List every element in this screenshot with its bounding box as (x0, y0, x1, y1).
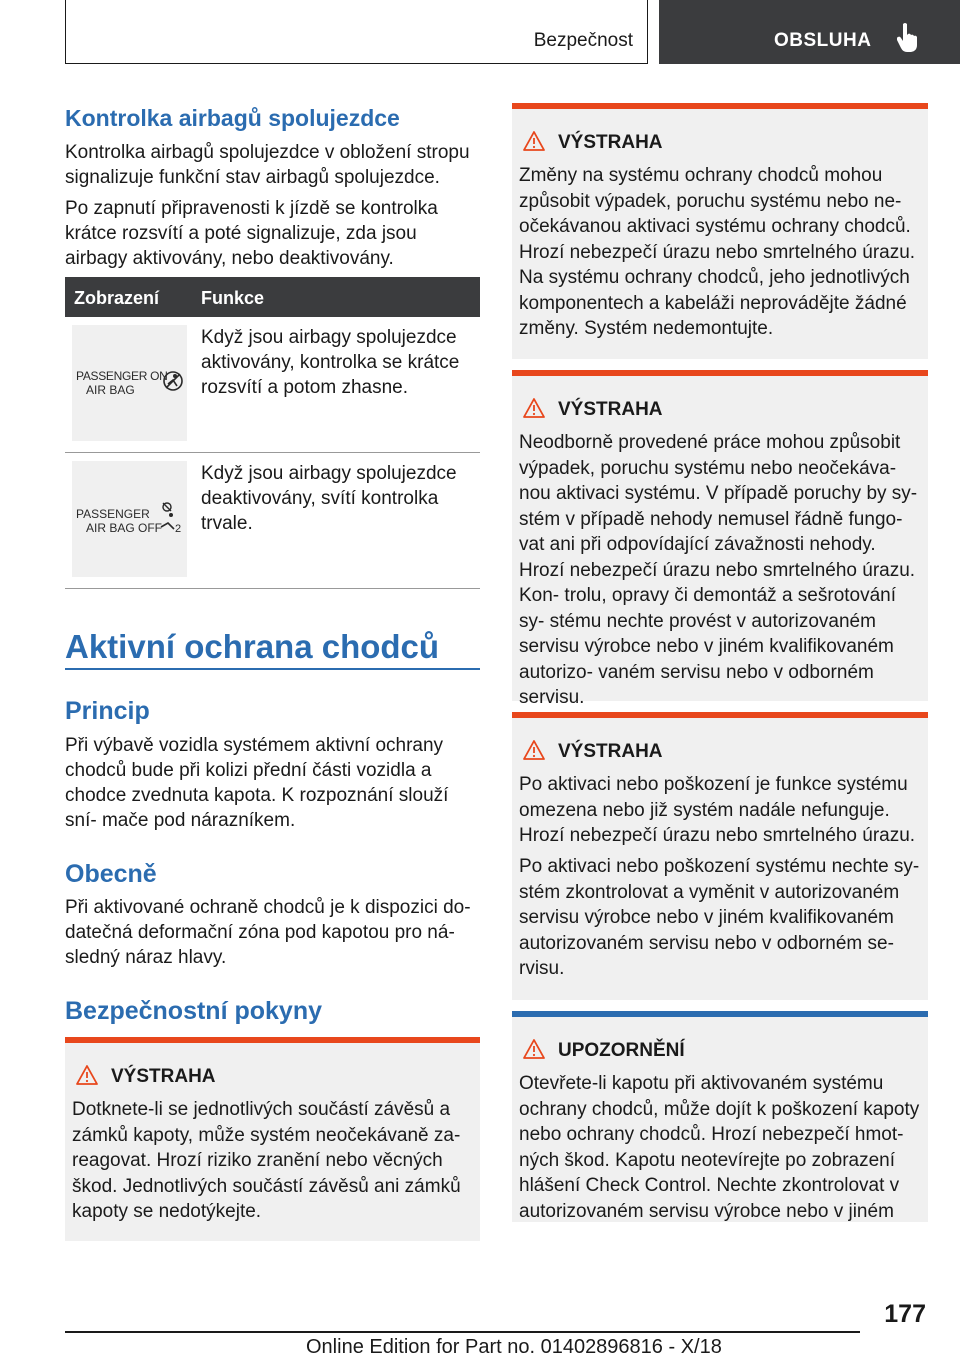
table-row-function: Když jsou airbagy spolujezdce aktivovány, kontrolka se krátce rozsvítí a potom zhasne. (201, 327, 460, 398)
table-row (65, 453, 480, 588)
principle-heading: Princip (65, 697, 150, 725)
header-section-title: Bezpečnost (533, 30, 633, 51)
pedestrian-protection-heading: Aktivní ochrana chodců (65, 628, 440, 665)
passenger-airbag-on-indicator (72, 325, 187, 441)
airbag-indicator-heading: Kontrolka airbagů spolujezdce (65, 105, 400, 131)
warning-box (512, 712, 928, 1000)
heading-underline (65, 668, 480, 670)
warning-box (65, 1037, 480, 1241)
header-section-box (65, 0, 648, 64)
indicator-label: AIR BAG (86, 521, 135, 535)
warning-box (512, 103, 928, 359)
warning-title: VÝSTRAHA (558, 132, 663, 153)
warning-text: Změny na systému ochrany chodců mohou způsobit výpadek, poruchu systému nebo ne‐ očekávanou aktivaci systému ochrany chodců. Hrozí nebezpečí úrazu nebo smrtelného úrazu. Na systému ochrany chodců, jeho jednotlivých komponentech a kabeláži neprovádějte žádné změny. Systém nedemontujte. (519, 165, 916, 339)
warning-triangle-icon (522, 397, 546, 419)
indicator-off-label: OFF (138, 521, 162, 535)
warning-triangle-icon (522, 130, 546, 152)
warning-title: VÝSTRAHA (111, 1066, 216, 1087)
table-header-display: Zobrazení (74, 288, 160, 308)
warning-title: VÝSTRAHA (558, 741, 663, 762)
warning-triangle-icon (522, 739, 546, 761)
table-header-function: Funkce (201, 288, 265, 308)
header-chapter-box (659, 0, 960, 64)
warning-box (512, 370, 928, 708)
airbag-paragraph-2: Po zapnutí připravenosti k jízdě se kontrolka krátce rozsvítí a poté signalizuje, zda jsou airbagy aktivovány, nebo deaktivovány. (65, 198, 438, 269)
indicator-label: PASSENGER (76, 507, 150, 521)
table-row (65, 317, 480, 453)
table-divider (65, 588, 480, 589)
notice-text: Otevřete-li kapotu při aktivovaném systému ochrany chodců, může dojít k poškození kapoty nebo ochrany chodců. Hrozí nebezpečí hmot‐ ných škod. Kapotu neotevírejte po zobrazení hlášení Check Control. Nechte zkontrolovat v autorizovaném servisu výrobce nebo v jiném (519, 1073, 920, 1222)
warning-bar (512, 370, 928, 376)
indicator-label: AIR BAG (86, 383, 135, 397)
notice-triangle-icon (522, 1038, 546, 1060)
footer-edition: Online Edition for Part no. 01402896816 - X/18 (306, 1336, 722, 1358)
warning-text: Po aktivaci nebo poškození systému nechte sy‐ stém zkontrolovat a vyměnit v autorizovaném servisu výrobce nebo v jiném kvalifikovaném autorizovaném servisu nebo v odborném se‐ rvisu. (519, 856, 920, 979)
notice-title: UPOZORNĚNÍ (558, 1040, 685, 1061)
airbag-seat-icon (162, 370, 184, 392)
hand-pointer-icon (897, 22, 919, 52)
warning-text: Dotknete-li se jednotlivých součástí závěsů a zámků kapoty, může systém neočekávaně za‐ reagovat. Hrozí riziko zranění nebo věcných škod. Jednotlivých součástí závěsů ani zámků kapoty se nedotýkejte. (72, 1099, 461, 1222)
warning-title: VÝSTRAHA (558, 399, 663, 420)
notice-bar (512, 1011, 928, 1017)
indicator-number: 2 (175, 523, 182, 535)
table-row-function: Když jsou airbagy spolujezdce deaktivovány, svítí kontrolka trvale. (201, 463, 457, 534)
warning-text: Neodborně provedené práce mohou způsobit výpadek, poruchu systému nebo neočekáva‐ nou aktivaci systému. V případě poruchy by sy‐ stém v případě nehody nemusel řádně fungo‐ vat ani při odpovídající závažnosti nehody. Hrozí nebezpečí úrazu nebo smrtelného úrazu. Kon‐ trolu, opravy či demontáž a sešrotování sy‐ stému nechte provést v autorizovaném servisu výrobce nebo v jiném kvalifikovaném autorizo‐ vaném servisu nebo v odborném servisu. (519, 432, 918, 708)
footer-divider (65, 1331, 860, 1333)
page-number: 177 (884, 1300, 926, 1328)
table-header (65, 277, 480, 317)
warning-bar (512, 103, 928, 109)
principle-paragraph: Při výbavě vozidla systémem aktivní ochrany chodců bude při kolizi přední části vozidla a chodce zvednuta kapota. K rozpoznání slouží sní‐ mače pod nárazníkem. (65, 735, 449, 831)
safety-notes-heading: Bezpečnostní pokyny (65, 997, 322, 1025)
general-heading: Obecně (65, 860, 157, 888)
notice-box (512, 1011, 928, 1222)
indicator-label: PASSENGER ON (76, 369, 168, 383)
header-chapter-title: OBSLUHA (774, 30, 872, 51)
general-paragraph: Při aktivované ochraně chodců je k dispozici do‐ datečná deformační zóna pod kapotou pro ná‐ sledný náraz hlavy. (65, 897, 471, 968)
airbag-paragraph-1: Kontrolka airbagů spolujezdce v obložení stropu signalizuje funkční stav airbagů spolujezdce. (65, 142, 470, 188)
warning-triangle-icon (75, 1064, 99, 1086)
passenger-airbag-off-indicator (72, 461, 187, 577)
warning-bar (65, 1037, 480, 1043)
warning-text: Po aktivaci nebo poškození je funkce systému omezena nebo již systém nadále nefunguje. Hrozí nebezpečí úrazu nebo smrtelného úrazu. (519, 774, 916, 846)
warning-bar (512, 712, 928, 718)
